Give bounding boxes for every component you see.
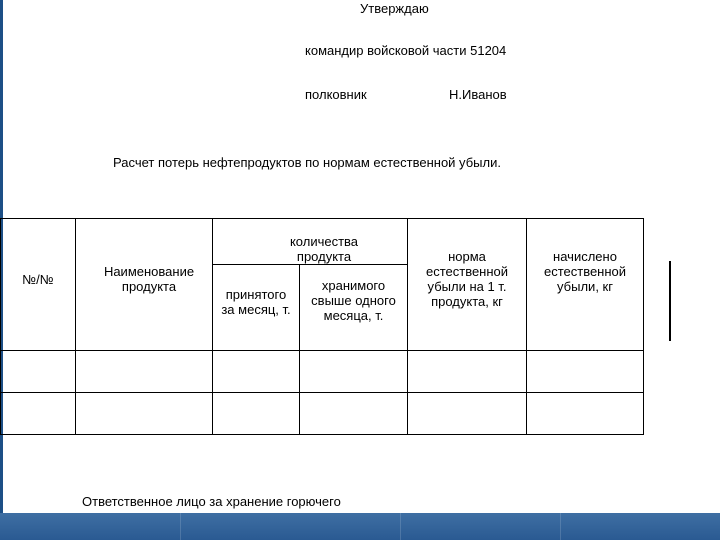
table-row (1, 393, 644, 435)
header-product-name-label: Наименование продукта (103, 264, 195, 294)
table-cell (527, 393, 644, 435)
document-title: Расчет потерь нефтепродуктов по нормам естественной убыли. (113, 155, 501, 170)
header-number-label: №/№ (22, 272, 54, 287)
table-cell (213, 351, 300, 393)
table-cell (1, 351, 76, 393)
table-cell (300, 351, 408, 393)
header-stored-label: хранимого свыше одного месяца, т. (311, 278, 396, 323)
header-quantity-group (213, 219, 408, 265)
header-accrued-label: начислено естественной убыли, кг (543, 249, 627, 294)
margin-bar (669, 261, 671, 341)
header-norm (408, 219, 527, 351)
table-cell (408, 351, 527, 393)
footer-divider (180, 513, 181, 540)
table-cell (300, 393, 408, 435)
table-cell (76, 351, 213, 393)
table-cell (408, 393, 527, 435)
header-product-name (76, 219, 213, 351)
table-row (1, 351, 644, 393)
commander-title: командир войсковой части 51204 (305, 43, 507, 58)
header-stored (300, 265, 408, 351)
commander-rank: полковник (305, 87, 367, 102)
footer-divider (560, 513, 561, 540)
header-received (213, 265, 300, 351)
header-received-label: принятого за месяц, т. (221, 287, 291, 317)
loss-calculation-table (0, 218, 644, 435)
header-norm-label: норма естественной убыли на 1 т. продукта, кг (425, 249, 509, 309)
header-accrued (527, 219, 644, 351)
table-cell (527, 351, 644, 393)
footer-band (0, 513, 720, 540)
responsible-person-label: Ответственное лицо за хранение горючего (82, 494, 341, 509)
approval-stamp: Утверждаю (360, 1, 429, 16)
footer-divider (400, 513, 401, 540)
commander-name: Н.Иванов (449, 87, 507, 102)
table-cell (1, 393, 76, 435)
header-quantity-group-label: количества продукта (289, 234, 359, 264)
table-header-row (1, 219, 644, 265)
table-cell (213, 393, 300, 435)
header-number (1, 219, 76, 351)
table-cell (76, 393, 213, 435)
